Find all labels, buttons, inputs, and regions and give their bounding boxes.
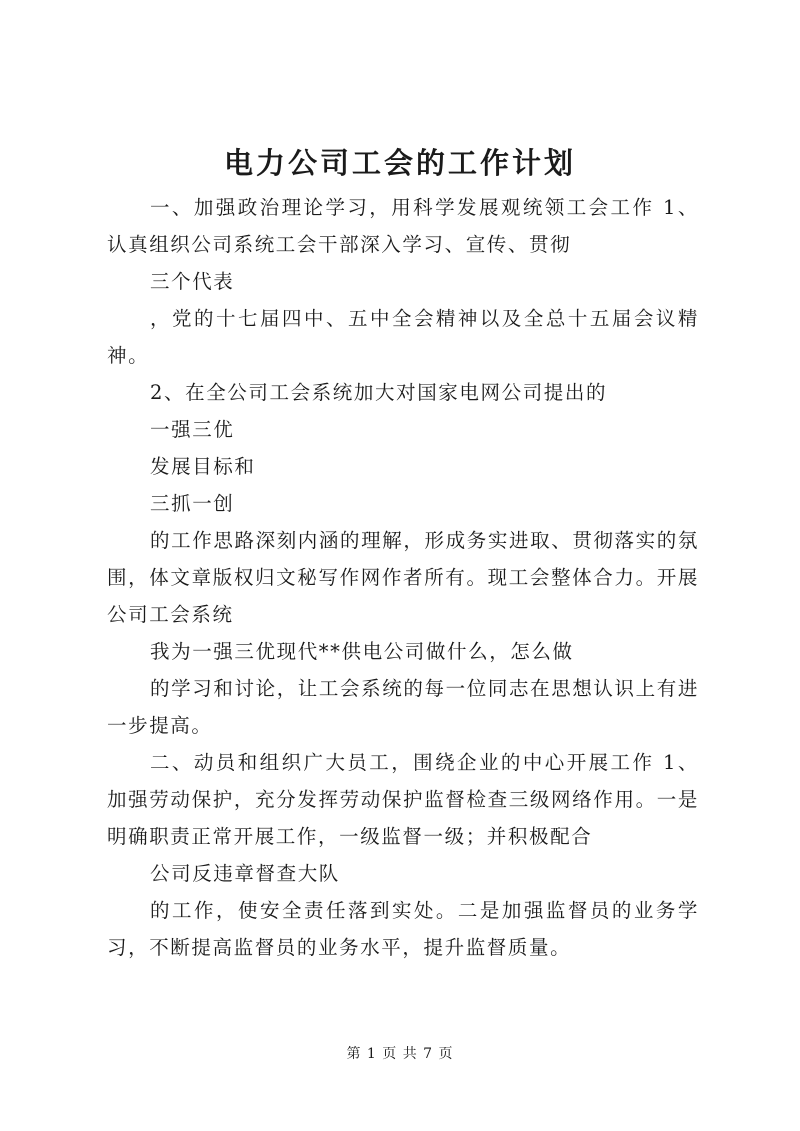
paragraph: 一、加强政治理论学习，用科学发展观统领工会工作 1、认真组织公司系统工会干部深入学习、宣传、贯彻 xyxy=(107,196,699,256)
page-footer: 第 1 页 共 7 页 xyxy=(346,1046,454,1062)
document-title: 电力公司工会的工作计划 xyxy=(223,146,576,180)
paragraph: 的工作，使安全责任落到实处。二是加强监督员的业务学习，不断提高监督员的业务水平，提升监督质量。 xyxy=(107,899,699,959)
paragraph: ，党的十七届四中、五中全会精神以及全总十五届会议精神。 xyxy=(107,307,699,367)
paragraph: 一强三优 xyxy=(150,418,235,441)
paragraph: 三个代表 xyxy=(150,270,235,293)
paragraph: 发展目标和 xyxy=(150,455,256,478)
paragraph: 的工作思路深刻内涵的理解，形成务实进取、贯彻落实的氛围，体文章版权归文秘写作网作者所有。现工会整体合力。开展公司工会系统 xyxy=(107,529,699,626)
paragraph: 2、在全公司工会系统加大对国家电网公司提出的 xyxy=(150,381,608,404)
paragraph: 公司反违章督查大队 xyxy=(150,862,340,885)
paragraph: 我为一强三优现代**供电公司做什么，怎么做 xyxy=(150,640,574,663)
paragraph: 三抓一创 xyxy=(150,492,235,515)
document-body xyxy=(107,189,699,966)
paragraph: 的学习和讨论，让工会系统的每一位同志在思想认识上有进一步提高。 xyxy=(107,677,699,737)
paragraph: 二、动员和组织广大员工，围绕企业的中心开展工作 1、加强劳动保护，充分发挥劳动保护监督检查三级网络作用。一是明确职责正常开展工作，一级监督一级；并积极配合 xyxy=(107,751,699,848)
